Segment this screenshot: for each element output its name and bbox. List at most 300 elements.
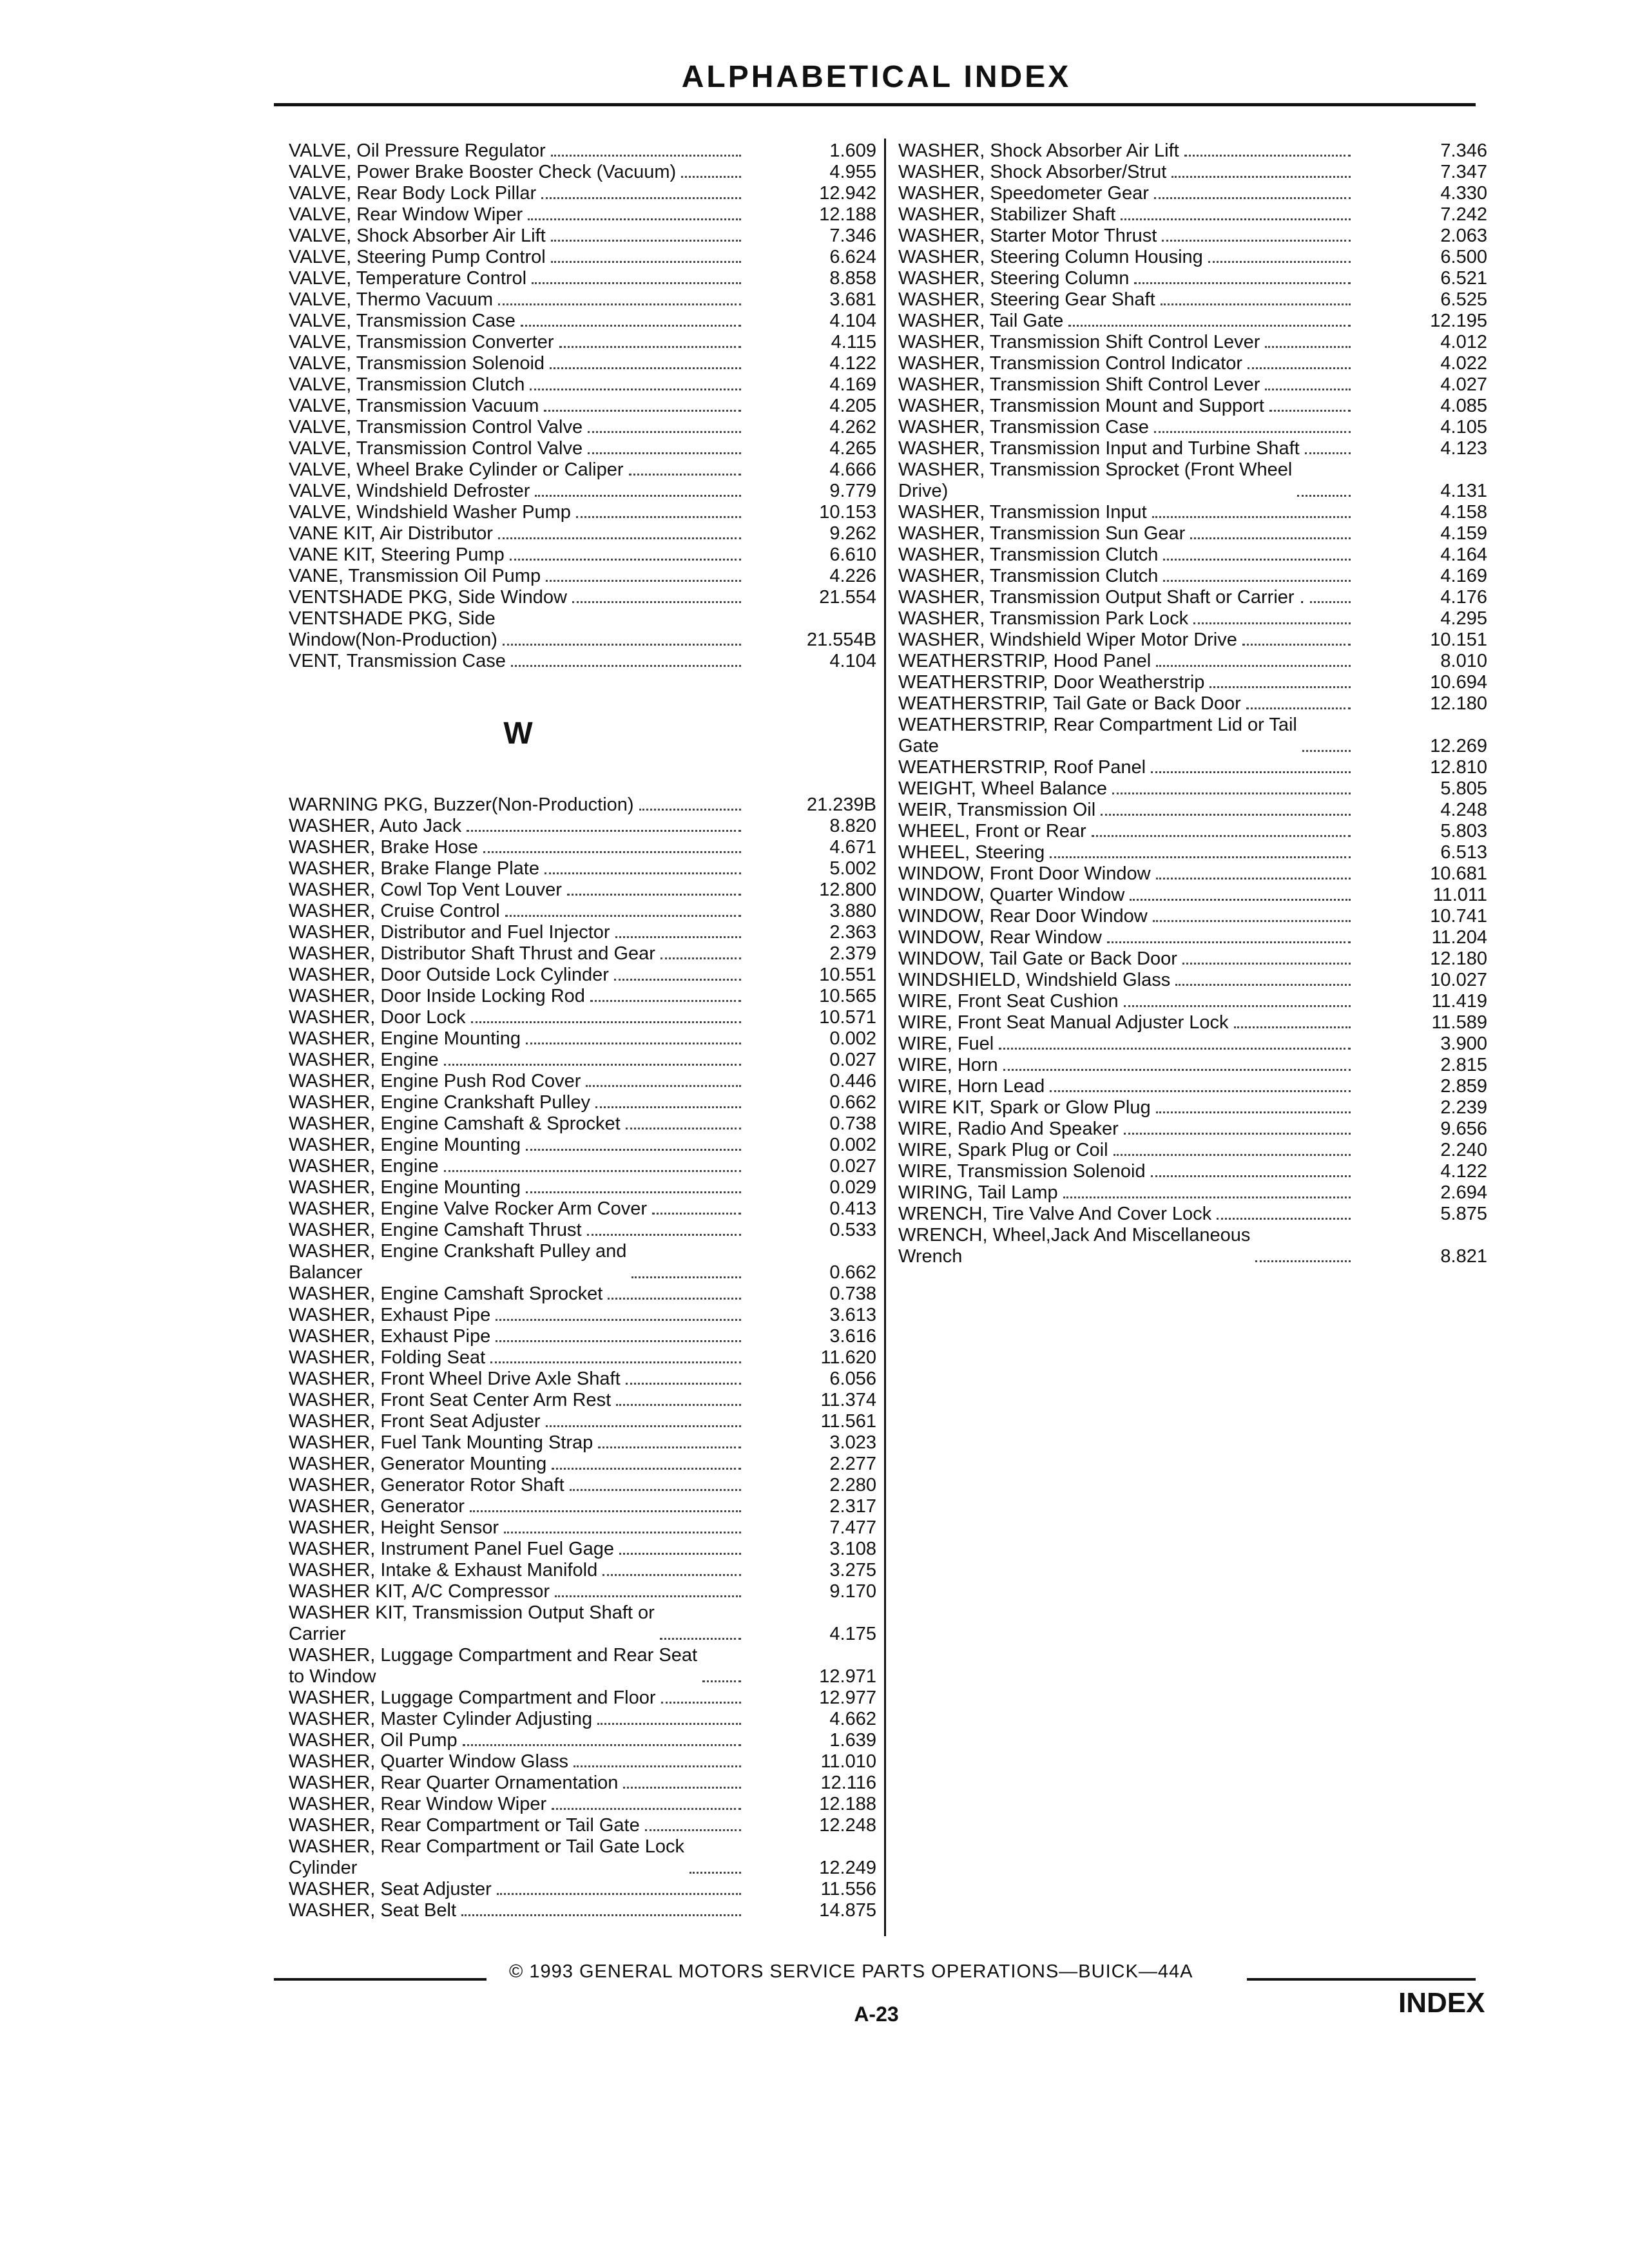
entry-page-ref: 3.616 <box>829 1326 876 1347</box>
footer-rule-right <box>1247 1978 1476 1981</box>
entry-label <box>289 1390 747 1411</box>
index-entry <box>898 374 1487 396</box>
entry-page-ref: 12.188 <box>819 1794 876 1814</box>
entry-label-text: WEATHERSTRIP, Rear Compartment Lid or Tail Gate <box>898 715 1297 756</box>
entry-page-ref: 10.741 <box>1430 906 1487 927</box>
entry-label-text: WASHER, Steering Column Housing <box>898 247 1203 267</box>
dot-leader <box>660 1638 741 1640</box>
entry-page-ref: 10.681 <box>1430 863 1487 884</box>
entry-page-ref: 11.419 <box>1431 991 1487 1012</box>
dot-leader <box>576 516 741 518</box>
entry-page-ref: 4.169 <box>1440 566 1487 586</box>
index-entry <box>289 1815 876 1836</box>
index-entry <box>898 1140 1487 1161</box>
index-entry <box>898 183 1487 204</box>
entry-label <box>289 1773 747 1794</box>
entry-page-ref: 10.027 <box>1430 970 1487 990</box>
entry-page-ref: 4.159 <box>1440 523 1487 544</box>
index-entry <box>289 1113 876 1135</box>
dot-leader <box>1050 856 1351 858</box>
index-entry <box>898 672 1487 693</box>
index-entry <box>289 1198 876 1220</box>
index-entry <box>898 544 1487 566</box>
index-entry <box>289 1050 876 1071</box>
index-entry <box>898 1204 1487 1225</box>
dot-leader <box>626 1128 741 1129</box>
entry-page-ref: 5.805 <box>1440 778 1487 799</box>
dot-leader <box>552 1808 741 1810</box>
entry-page-ref: 1.609 <box>829 140 876 161</box>
entry-label <box>289 1156 747 1177</box>
entry-label-text: WIRE, Front Seat Cushion <box>898 991 1119 1012</box>
entry-label <box>898 204 1357 226</box>
entry-label-text: VENTSHADE PKG, Side Window(Non-Production) <box>289 608 497 650</box>
entry-page-ref: 12.942 <box>819 183 876 204</box>
dot-leader <box>1163 559 1351 561</box>
dot-leader <box>588 431 741 433</box>
index-entry <box>289 204 876 226</box>
entry-label-text: WEATHERSTRIP, Hood Panel <box>898 651 1152 671</box>
index-entry <box>898 948 1487 970</box>
right-column <box>898 140 1487 1267</box>
index-entry <box>289 651 876 672</box>
dot-leader <box>619 1553 741 1555</box>
entry-page-ref: 4.955 <box>829 162 876 182</box>
entry-label-text: WASHER, Front Wheel Drive Axle Shaft <box>289 1369 621 1389</box>
index-entry <box>289 1496 876 1517</box>
entry-page-ref: 4.012 <box>1440 332 1487 352</box>
index-entry <box>289 608 876 651</box>
entry-label <box>289 1879 747 1900</box>
entry-label-text: WASHER, Engine Camshaft & Sprocket <box>289 1113 621 1134</box>
entry-label <box>898 226 1357 247</box>
entry-page-ref: 4.022 <box>1440 353 1487 374</box>
entry-label <box>289 226 747 247</box>
dot-leader <box>572 601 741 603</box>
dot-leader <box>1152 516 1351 518</box>
entry-label-text: WINDOW, Rear Door Window <box>898 906 1148 927</box>
entry-label <box>898 396 1357 417</box>
entry-label <box>289 1050 747 1071</box>
index-entry <box>898 1033 1487 1055</box>
entry-label <box>289 1092 747 1113</box>
entry-label-text: WIRE, Front Seat Manual Adjuster Lock <box>898 1012 1229 1033</box>
index-entry <box>898 991 1487 1012</box>
dot-leader <box>681 176 741 178</box>
entry-label <box>289 1135 747 1156</box>
entry-label <box>898 715 1357 757</box>
index-entry <box>898 311 1487 332</box>
dot-leader <box>528 218 741 220</box>
dot-leader <box>497 1893 741 1895</box>
dot-leader <box>461 1914 741 1916</box>
entry-label <box>898 332 1357 353</box>
index-entry <box>898 396 1487 417</box>
index-entry <box>289 374 876 396</box>
entry-label-text: VANE, Transmission Oil Pump <box>289 566 541 586</box>
entry-label-text: WASHER, Transmission Mount and Support <box>898 396 1264 416</box>
dot-leader <box>555 1595 741 1597</box>
entry-label-text: WASHER, Engine Mounting <box>289 1135 521 1155</box>
dot-leader <box>1217 1218 1351 1220</box>
index-entry <box>289 566 876 587</box>
entry-page-ref: 12.116 <box>820 1773 876 1793</box>
dot-leader <box>639 809 741 811</box>
dot-leader <box>545 872 741 874</box>
entry-page-ref: 0.002 <box>829 1135 876 1155</box>
index-entry <box>898 863 1487 885</box>
dot-leader <box>535 495 741 497</box>
entry-page-ref: 5.803 <box>1440 821 1487 841</box>
entry-label-text: WASHER, Engine Valve Rocker Arm Cover <box>289 1198 648 1219</box>
entry-label-text: WASHER, Brake Flange Plate <box>289 858 539 879</box>
index-entry <box>289 311 876 332</box>
dot-leader <box>1068 325 1351 327</box>
entry-label-text: WASHER KIT, Transmission Output Shaft or Carrier <box>289 1602 655 1644</box>
index-entry <box>289 1879 876 1900</box>
entry-label <box>289 1411 747 1432</box>
entry-page-ref: 6.513 <box>1440 842 1487 863</box>
title-rule <box>274 103 1476 106</box>
dot-leader <box>1255 1260 1351 1262</box>
entry-label-text: VALVE, Steering Pump Control <box>289 247 546 267</box>
dot-leader <box>1153 920 1351 922</box>
dot-leader <box>587 1234 742 1236</box>
entry-label <box>289 1645 747 1687</box>
entry-page-ref: 6.521 <box>1440 268 1487 289</box>
entry-label-text: WIRE KIT, Spark or Glow Plug <box>898 1097 1151 1118</box>
entry-label <box>289 566 747 587</box>
entry-page-ref: 0.738 <box>829 1283 876 1304</box>
dot-leader <box>1161 303 1351 305</box>
entry-page-ref: 4.105 <box>1440 417 1487 437</box>
entry-page-ref: 12.180 <box>1430 693 1487 714</box>
entry-page-ref: 7.346 <box>1440 140 1487 161</box>
entry-label-text: WASHER, Rear Compartment or Tail Gate Lock Cylinder <box>289 1836 685 1878</box>
entry-page-ref: 3.108 <box>829 1539 876 1559</box>
dot-leader <box>526 1043 741 1044</box>
index-entry <box>898 842 1487 863</box>
entry-label-text: WHEEL, Front or Rear <box>898 821 1086 841</box>
entry-label-text: WASHER, Front Seat Adjuster <box>289 1411 541 1432</box>
index-entry <box>289 481 876 502</box>
index-entry <box>289 901 876 922</box>
dot-leader <box>1190 537 1351 539</box>
dot-leader <box>1151 771 1351 773</box>
entry-page-ref: 2.379 <box>829 943 876 964</box>
w-entries-list <box>289 794 876 1921</box>
entry-label-text: WASHER, Door Lock <box>289 1007 466 1028</box>
entry-label-text: WASHER, Intake & Exhaust Manifold <box>289 1560 598 1581</box>
footer-rule-left <box>274 1978 487 1981</box>
entry-label <box>289 1241 747 1283</box>
index-entry <box>289 1602 876 1645</box>
index-entry <box>289 1241 876 1283</box>
index-entry <box>289 837 876 858</box>
dot-leader <box>598 1446 741 1448</box>
entry-label <box>289 816 747 837</box>
entry-page-ref: 4.123 <box>1440 438 1487 459</box>
entry-label-text: WASHER, Seat Adjuster <box>289 1879 492 1899</box>
dot-leader <box>1101 814 1351 816</box>
entry-label-text: VENTSHADE PKG, Side Window <box>289 587 567 608</box>
entry-label-text: WASHER, Transmission Input and Turbine Shaft <box>898 438 1300 459</box>
dot-leader <box>463 1744 741 1746</box>
entry-page-ref: 2.317 <box>829 1496 876 1517</box>
entry-page-ref: 3.900 <box>1440 1033 1487 1054</box>
index-entry <box>898 651 1487 672</box>
entry-page-ref: 3.023 <box>829 1432 876 1453</box>
dot-leader <box>1193 622 1351 624</box>
index-entry <box>289 247 876 268</box>
dot-leader <box>550 367 741 369</box>
entry-page-ref: 10.151 <box>1430 629 1487 650</box>
index-entry <box>289 1560 876 1581</box>
entry-label-text: WIRE, Horn Lead <box>898 1076 1045 1097</box>
entry-page-ref: 12.971 <box>819 1666 876 1687</box>
entry-label-text: WASHER, Master Cylinder Adjusting <box>289 1709 593 1729</box>
entry-page-ref: 4.248 <box>1440 800 1487 820</box>
index-entry <box>289 1539 876 1560</box>
entry-label <box>898 693 1357 715</box>
entry-label <box>898 1076 1357 1097</box>
entry-label <box>898 672 1357 693</box>
column-divider <box>884 139 886 1936</box>
entry-label-text: VALVE, Transmission Vacuum <box>289 396 539 416</box>
entry-label-text: WASHER, Engine Push Rod Cover <box>289 1071 581 1091</box>
entry-label-text: WASHER, Generator Mounting <box>289 1454 547 1474</box>
entry-label-text: WASHER, Engine <box>289 1050 439 1070</box>
entry-page-ref: 12.248 <box>819 1815 876 1836</box>
entry-label <box>289 481 747 502</box>
entry-label-text: WASHER, Transmission Sprocket (Front Wheel Drive) <box>898 459 1293 501</box>
index-entry <box>289 922 876 943</box>
entry-label-text: VANE KIT, Air Distributor <box>289 523 493 544</box>
index-entry <box>289 1092 876 1113</box>
entry-label <box>289 1602 747 1645</box>
entry-label-text: WINDSHIELD, Windshield Glass <box>898 970 1171 990</box>
entry-label-text: WEATHERSTRIP, Tail Gate or Back Door <box>898 693 1241 714</box>
entry-label-text: WASHER, Rear Compartment or Tail Gate <box>289 1815 640 1836</box>
index-entry <box>289 1326 876 1347</box>
entry-page-ref: 4.027 <box>1440 374 1487 395</box>
entry-label <box>898 757 1357 778</box>
index-entry <box>898 566 1487 587</box>
entry-label <box>289 1709 747 1730</box>
entry-label <box>289 943 747 965</box>
entry-label-text: WASHER, Windshield Wiper Motor Drive <box>898 629 1237 650</box>
index-entry <box>289 1156 876 1177</box>
dot-leader <box>498 303 741 305</box>
index-entry <box>898 438 1487 459</box>
dot-leader <box>1156 665 1351 667</box>
entry-page-ref: 0.413 <box>829 1198 876 1219</box>
index-entry <box>289 1283 876 1305</box>
entry-page-ref: 4.226 <box>829 566 876 586</box>
index-entry <box>289 140 876 162</box>
dot-leader <box>1310 601 1351 603</box>
index-entry <box>289 986 876 1007</box>
entry-label <box>289 837 747 858</box>
index-entry <box>289 353 876 374</box>
entry-label <box>898 544 1357 566</box>
entry-label <box>898 608 1357 629</box>
dot-leader <box>590 1000 741 1002</box>
entry-page-ref: 12.269 <box>1430 736 1487 756</box>
index-entry <box>898 608 1487 629</box>
entry-label-text: VALVE, Oil Pressure Regulator <box>289 140 546 161</box>
entry-page-ref: 12.977 <box>819 1687 876 1708</box>
entry-label-text: VALVE, Transmission Clutch <box>289 374 525 395</box>
entry-page-ref: 9.656 <box>1440 1119 1487 1139</box>
page-title: ALPHABETICAL INDEX <box>681 60 1072 94</box>
entry-page-ref: 14.875 <box>819 1900 876 1921</box>
entry-page-ref: 4.104 <box>829 651 876 671</box>
entry-label-text: WASHER, Engine Mounting <box>289 1177 521 1198</box>
entry-label <box>898 1182 1357 1204</box>
entry-label-text: VALVE, Rear Body Lock Pillar <box>289 183 537 204</box>
entry-label <box>289 1560 747 1581</box>
entry-page-ref: 4.666 <box>829 459 876 480</box>
dot-leader <box>544 410 741 412</box>
dot-leader <box>1208 261 1351 263</box>
entry-page-ref: 2.063 <box>1440 226 1487 246</box>
dot-leader <box>702 1680 741 1682</box>
dot-leader <box>567 894 741 896</box>
entry-label-text: WASHER, Generator Rotor Shaft <box>289 1475 564 1495</box>
entry-label <box>289 1751 747 1773</box>
entry-label-text: WASHER, Rear Window Wiper <box>289 1794 547 1814</box>
entry-label-text: WASHER, Steering Column <box>898 268 1130 289</box>
index-entry <box>289 1432 876 1454</box>
index-entry <box>289 1347 876 1369</box>
dot-leader <box>1242 644 1351 646</box>
entry-label-text: VALVE, Rear Window Wiper <box>289 204 523 225</box>
entry-label-text: WASHER, Door Outside Lock Cylinder <box>289 965 609 985</box>
page-number: A-23 <box>854 2003 899 2026</box>
entry-label-text: WRENCH, Wheel,Jack And Miscellaneous Wrench <box>898 1225 1251 1267</box>
dot-leader <box>467 830 741 832</box>
index-entry <box>898 757 1487 778</box>
index-entry <box>898 778 1487 800</box>
dot-leader <box>602 1574 741 1576</box>
entry-label-text: WEIR, Transmission Oil <box>898 800 1096 820</box>
entry-label <box>289 1454 747 1475</box>
entry-label <box>898 502 1357 523</box>
dot-leader <box>645 1829 741 1831</box>
entry-page-ref: 21.554 <box>819 587 876 608</box>
index-entry <box>289 417 876 438</box>
entry-label-text: VALVE, Transmission Solenoid <box>289 353 545 374</box>
index-entry <box>289 1709 876 1730</box>
entry-label <box>898 991 1357 1012</box>
dot-leader <box>526 1149 741 1151</box>
entry-label-text: WASHER, Shock Absorber Air Lift <box>898 140 1179 161</box>
index-entry <box>289 1220 876 1241</box>
index-entry <box>898 162 1487 183</box>
index-entry <box>289 183 876 204</box>
dot-leader <box>626 1383 741 1385</box>
dot-leader <box>1265 346 1351 348</box>
index-entry <box>898 821 1487 842</box>
entry-page-ref: 0.662 <box>829 1092 876 1113</box>
index-entry <box>289 1028 876 1050</box>
entry-page-ref: 0.002 <box>829 1028 876 1049</box>
entry-label <box>289 1113 747 1135</box>
entry-label <box>898 1225 1357 1267</box>
entry-label-text: WASHER, Brake Hose <box>289 837 478 858</box>
entry-page-ref: 2.859 <box>1440 1076 1487 1097</box>
entry-page-ref: 8.858 <box>829 268 876 289</box>
dot-leader <box>1124 1005 1351 1007</box>
dot-leader <box>1092 835 1351 837</box>
dot-leader <box>1305 452 1351 454</box>
entry-page-ref: 12.249 <box>819 1858 876 1878</box>
entry-page-ref: 11.011 <box>1432 885 1487 905</box>
dot-leader <box>570 1489 741 1491</box>
entry-label <box>289 1581 747 1602</box>
dot-leader <box>597 1723 741 1725</box>
entry-page-ref: 2.280 <box>829 1475 876 1495</box>
entry-label <box>898 183 1357 204</box>
entry-label-text: WINDOW, Rear Window <box>898 927 1102 948</box>
entry-page-ref: 4.131 <box>1440 481 1487 501</box>
entry-label <box>289 986 747 1007</box>
entry-label <box>898 459 1357 502</box>
entry-label-text: WIRE, Spark Plug or Coil <box>898 1140 1108 1160</box>
right-entries-list <box>898 140 1487 1267</box>
entry-label-text: VALVE, Shock Absorber Air Lift <box>289 226 546 246</box>
dot-leader <box>1156 878 1351 879</box>
dot-leader <box>999 1048 1351 1050</box>
index-entry <box>898 1225 1487 1267</box>
index-entry <box>289 1645 876 1687</box>
entry-page-ref: 21.554B <box>806 629 876 650</box>
entry-label <box>898 566 1357 587</box>
dot-leader <box>444 1170 741 1172</box>
entry-label-text: WINDOW, Front Door Window <box>898 863 1151 884</box>
entry-label <box>289 922 747 943</box>
entry-page-ref: 2.694 <box>1440 1182 1487 1203</box>
dot-leader <box>1184 155 1351 157</box>
entry-page-ref: 4.122 <box>829 353 876 374</box>
entry-page-ref: 5.002 <box>829 858 876 879</box>
dot-leader <box>505 915 741 917</box>
dot-leader <box>552 1468 741 1470</box>
index-entry <box>289 438 876 459</box>
entry-page-ref: 12.195 <box>1430 311 1487 331</box>
entry-label-text: WASHER, Transmission Park Lock <box>898 608 1189 629</box>
entry-label-text: WASHER, Door Inside Locking Rod <box>289 986 585 1006</box>
dot-leader <box>1130 899 1351 901</box>
entry-page-ref: 2.363 <box>829 922 876 943</box>
entry-label-text: WASHER, Starter Motor Thrust <box>898 226 1157 246</box>
entry-label <box>898 800 1357 821</box>
entry-label-text: WASHER, Seat Belt <box>289 1900 457 1921</box>
dot-leader <box>551 261 741 263</box>
index-entry <box>898 417 1487 438</box>
entry-page-ref: 4.295 <box>1440 608 1487 629</box>
entry-label <box>289 459 747 481</box>
entry-page-ref: 0.029 <box>829 1177 876 1198</box>
entry-page-ref: 0.662 <box>829 1262 876 1283</box>
entry-page-ref: 21.239B <box>806 794 876 815</box>
entry-label-text: WASHER, Transmission Sun Gear <box>898 523 1186 544</box>
entry-page-ref: 10.551 <box>819 965 876 985</box>
entry-label <box>289 1539 747 1560</box>
entry-label-text: VALVE, Transmission Control Valve <box>289 417 583 437</box>
index-entry <box>898 629 1487 651</box>
